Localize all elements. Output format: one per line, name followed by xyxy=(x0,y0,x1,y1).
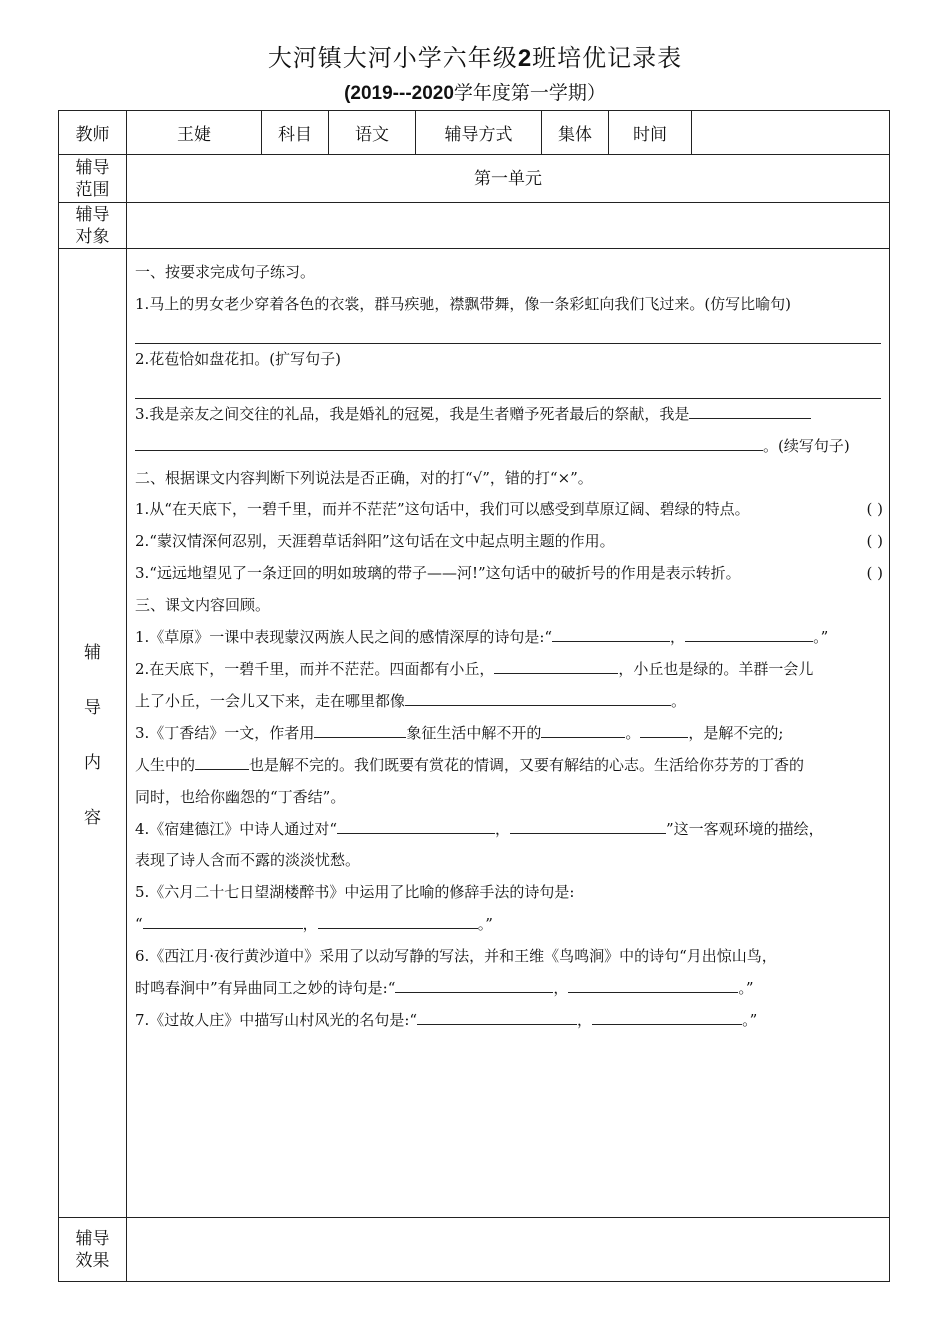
section-2-heading: 二、根据课文内容判断下列说法是否正确，对的打“√”，错的打“×”。 xyxy=(135,468,593,487)
subject-value: 语文 xyxy=(329,111,416,155)
review-4: 4.《宿建德江》中诗人通过对“ ， ”这一客观环境的描绘， xyxy=(135,814,883,846)
scope-value: 第一单元 xyxy=(127,155,890,203)
review-1: 1.《草原》一课中表现蒙汉两族人民之间的感情深厚的诗句是:“ ， 。” xyxy=(135,622,883,654)
question-3-cont: 。(续写句子) xyxy=(135,431,883,463)
review-5-cont: “ ， 。” xyxy=(135,909,883,941)
content-row xyxy=(59,249,890,1218)
question-3: 3.我是亲友之间交往的礼品，我是婚礼的冠冕，我是生者赠予死者最后的祭献，我是 xyxy=(135,399,883,431)
section-3-heading: 三、课文内容回顾。 xyxy=(135,596,271,615)
review-6-cont: 时鸣春涧中”有异曲同工之妙的诗句是:“ ， 。” xyxy=(135,973,883,1005)
question-1: 1.马上的男女老少穿着各色的衣裳，群马疾驰，襟飘带舞，像一条彩虹向我们飞过来。(仿写比喻句) xyxy=(135,294,792,313)
target-value xyxy=(127,203,890,249)
record-table xyxy=(58,110,890,1282)
page-title: 大河镇大河小学六年级2班培优记录表 xyxy=(267,44,683,72)
judge-1: 1.从“在天底下，一碧千里，而并不茫茫”这句话中，我们可以感受到草原辽阔、碧绿的特点。 ( ) xyxy=(135,500,883,519)
page-subtitle: (2019---2020学年度第一学期） xyxy=(344,82,606,104)
review-7: 7.《过故人庄》中描写山村风光的名句是:“ ， 。” xyxy=(135,1005,883,1037)
answer-line xyxy=(135,376,881,399)
info-row xyxy=(59,111,890,155)
subject-label: 科目 xyxy=(262,111,329,155)
scope-row xyxy=(59,155,890,203)
judge-2: 2.“蒙汉情深何忍别，天涯碧草话斜阳”这句话在文中起点明主题的作用。 ( ) xyxy=(135,532,883,551)
review-5: 5.《六月二十七日望湖楼醉书》中运用了比喻的修辞手法的诗句是: xyxy=(135,883,575,902)
teacher-label: 教师 xyxy=(59,111,127,155)
target-label: 辅导 对象 xyxy=(59,203,127,249)
review-6: 6.《西江月·夜行黄沙道中》采用了以动写静的写法，并和王维《鸟鸣涧》中的诗句“月出惊山鸟， xyxy=(135,947,777,966)
exercise-content xyxy=(127,249,890,1218)
time-value xyxy=(692,111,890,155)
review-3: 3.《丁香结》一文，作者用 象征生活中解不开的 。 ，是解不完的; xyxy=(135,718,883,750)
content-label: 辅 导 内 容 xyxy=(59,249,127,1218)
answer-line xyxy=(135,321,881,344)
effect-row xyxy=(59,1218,890,1282)
teacher-value: 王婕 xyxy=(127,111,262,155)
method-label: 辅导方式 xyxy=(416,111,542,155)
effect-value xyxy=(127,1218,890,1282)
method-value: 集体 xyxy=(542,111,609,155)
question-2: 2.花苞恰如盘花扣。(扩写句子) xyxy=(135,349,342,368)
review-3-cont: 人生中的 也是解不完的。我们既要有赏花的情调，又要有解结的心志。生活给你芬芳的丁香的 xyxy=(135,750,883,782)
review-4-cont: 表现了诗人含而不露的淡淡忧愁。 xyxy=(135,851,361,870)
section-1-heading: 一、按要求完成句子练习。 xyxy=(135,263,316,281)
scope-label: 辅导 范围 xyxy=(59,155,127,203)
effect-label: 辅导 效果 xyxy=(59,1218,127,1282)
review-2-cont: 上了小丘，一会儿又下来，走在哪里都像 。 xyxy=(135,686,883,718)
judge-3: 3.“远远地望见了一条迂回的明如玻璃的带子——河!”这句话中的破折号的作用是表示转折。 ( ) xyxy=(135,564,883,583)
time-label: 时间 xyxy=(609,111,692,155)
review-2: 2.在天底下，一碧千里，而并不茫茫。四面都有小丘， ，小丘也是绿的。羊群一会儿 xyxy=(135,654,883,686)
review-3-end: 同时，也给你幽怨的“丁香结”。 xyxy=(135,787,346,806)
target-row xyxy=(59,203,890,249)
